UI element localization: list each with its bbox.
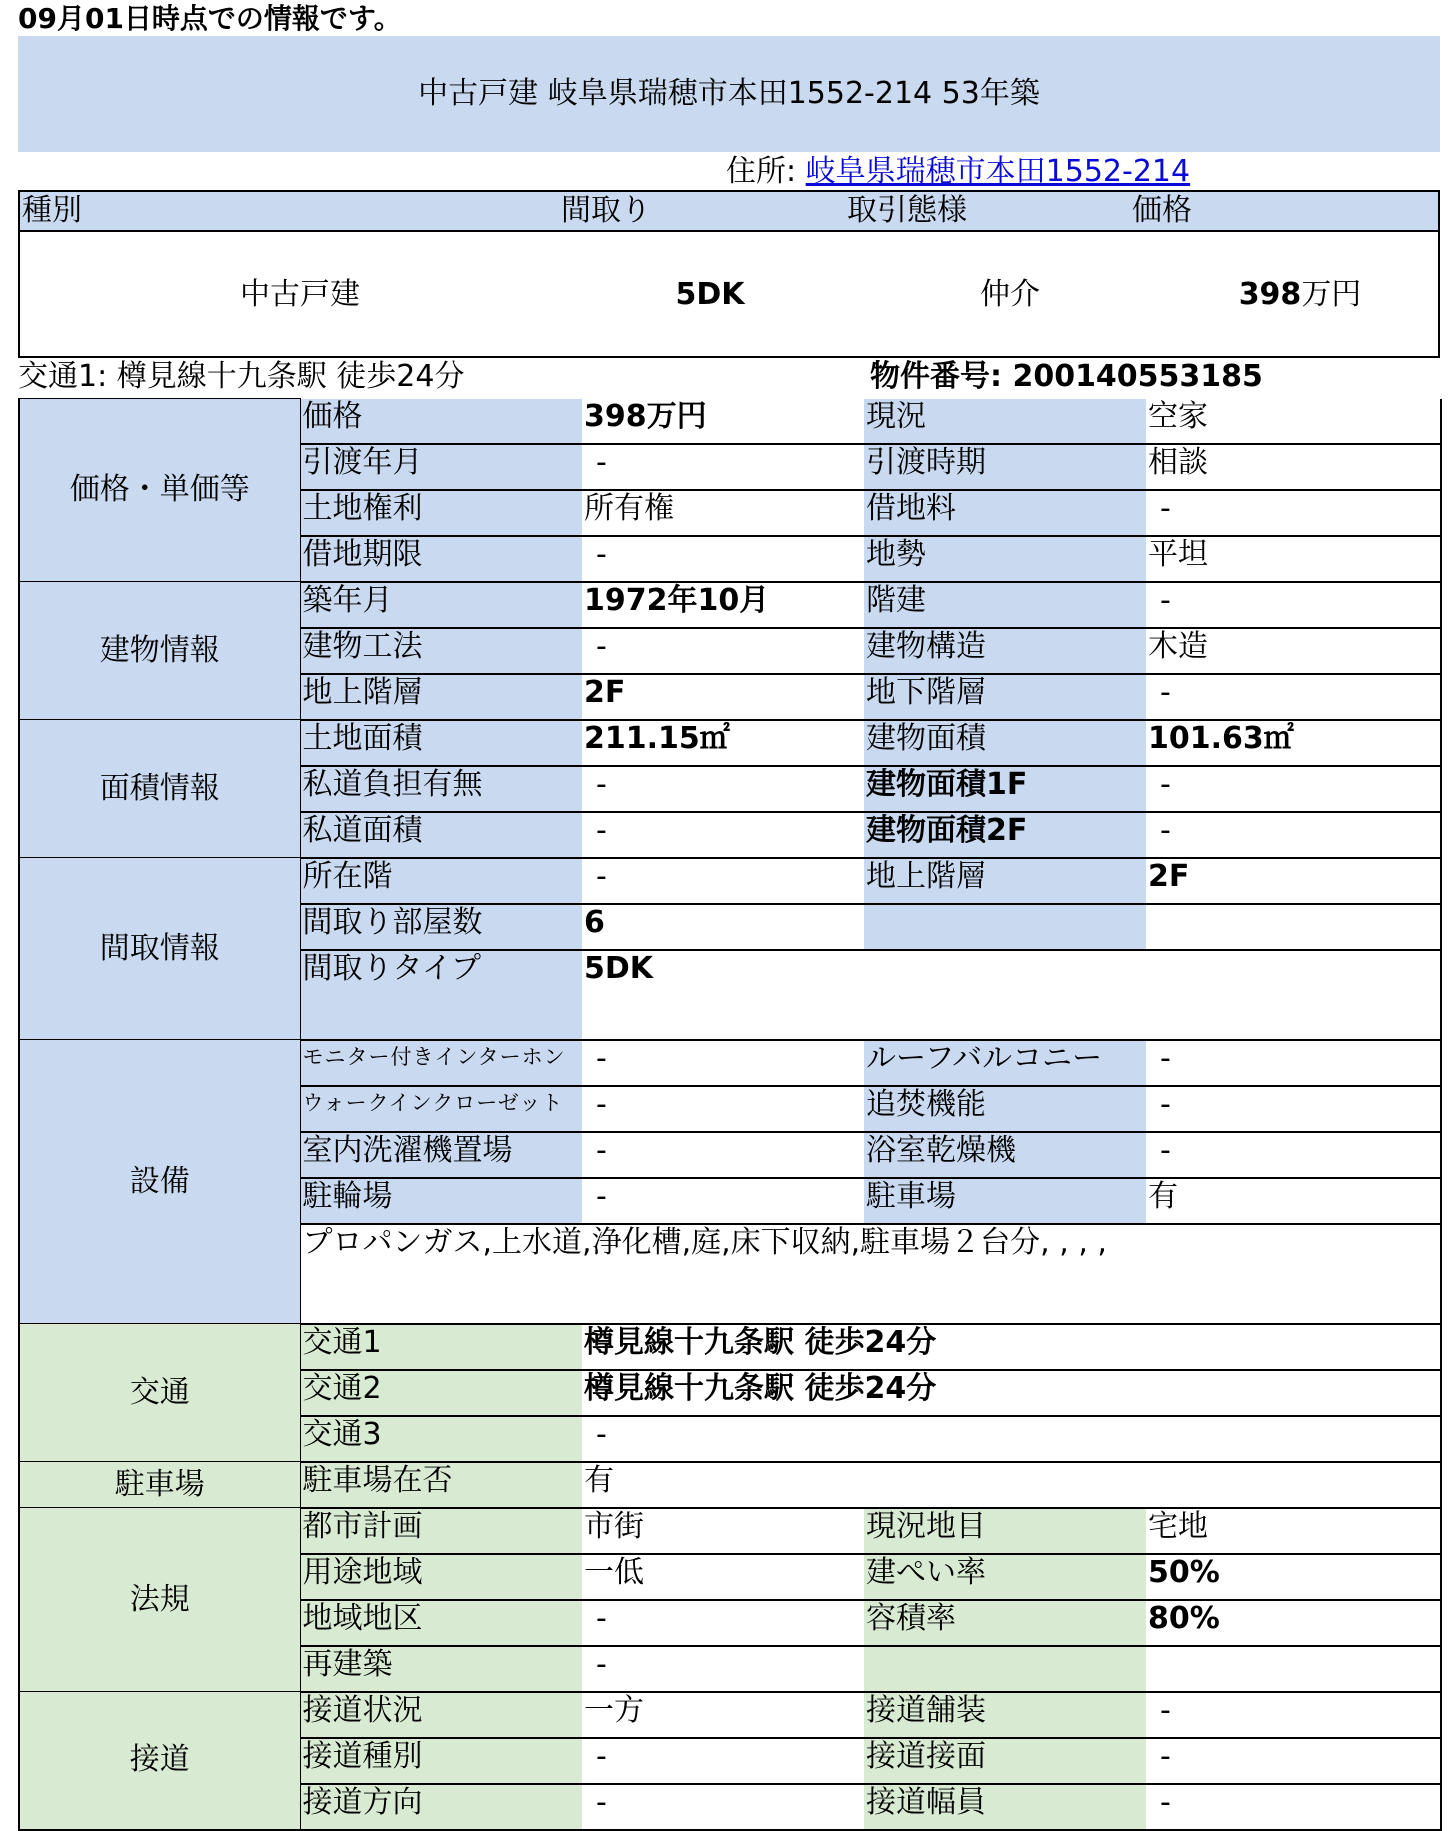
summary-header-layout: 間取り [561, 193, 651, 228]
field-value: - [582, 1040, 864, 1086]
section-title-equipment: 設備 [19, 1040, 300, 1324]
field-value: - [582, 1600, 864, 1646]
table-row [19, 1508, 1441, 1554]
field-value: 木造 [1146, 628, 1441, 674]
summary-price-number: 398 [1238, 277, 1302, 312]
field-label: 駐輪場 [300, 1178, 582, 1224]
field-label: 容積率 [864, 1600, 1146, 1646]
field-label: 地下階層 [864, 674, 1146, 720]
field-label [864, 904, 1146, 950]
field-label: 土地権利 [300, 490, 582, 536]
table-row [19, 1324, 1441, 1370]
field-value: 1972年10月 [582, 582, 864, 628]
summary-header-price: 価格 [1132, 193, 1192, 228]
field-label: 建物面積1F [864, 766, 1146, 812]
field-value: 有 [582, 1462, 1441, 1508]
field-value: - [582, 1178, 864, 1224]
field-label: 現況地目 [864, 1508, 1146, 1554]
field-value: 所有権 [582, 490, 864, 536]
field-label: 私道面積 [300, 812, 582, 858]
field-label: 浴室乾燥機 [864, 1132, 1146, 1178]
field-value: 樽見線十九条駅 徒歩24分 [582, 1370, 1441, 1416]
summary-value-transaction: 仲介 [980, 277, 1040, 312]
field-value: 50% [1146, 1554, 1441, 1600]
field-value [1146, 1646, 1441, 1692]
field-value: - [582, 1646, 864, 1692]
field-label: 地上階層 [864, 858, 1146, 904]
field-value: 2F [1146, 858, 1441, 904]
equipment-note: プロパンガス,上水道,浄化槽,庭,床下収納,駐車場２台分, , , , [300, 1224, 1441, 1324]
field-label: 用途地域 [300, 1554, 582, 1600]
field-value: - [1146, 766, 1441, 812]
field-value: - [1146, 1784, 1441, 1830]
section-title-layout: 間取情報 [19, 858, 300, 1040]
field-label: 接道状況 [300, 1692, 582, 1738]
field-label: 交通3 [300, 1416, 582, 1462]
field-value: 宅地 [1146, 1508, 1441, 1554]
section-title-law: 法規 [19, 1508, 300, 1692]
field-label: 建ぺい率 [864, 1554, 1146, 1600]
detail-body [19, 399, 1441, 1830]
field-label: 交通1 [300, 1324, 582, 1370]
summary-header-row [18, 190, 1440, 231]
field-value: - [1146, 812, 1441, 858]
table-row [19, 720, 1441, 766]
field-value: - [1146, 490, 1441, 536]
field-label: 築年月 [300, 582, 582, 628]
field-label: 建物構造 [864, 628, 1146, 674]
field-value: - [582, 1416, 1441, 1462]
address-link[interactable]: 岐阜県瑞穂市本田1552-214 [805, 154, 1191, 189]
field-value: 平坦 [1146, 536, 1441, 582]
property-number: 物件番号: 200140553185 [870, 359, 1263, 394]
field-value: 398万円 [582, 399, 864, 444]
address-label: 住所: [726, 154, 797, 189]
field-label: 接道舗装 [864, 1692, 1146, 1738]
table-row [19, 1040, 1441, 1086]
field-value: - [582, 1086, 864, 1132]
page-title: 中古戸建 岐阜県瑞穂市本田1552-214 53年築 [418, 76, 1040, 111]
address-row [726, 152, 1190, 192]
field-value: - [1146, 674, 1441, 720]
detail-table [18, 398, 1442, 1831]
section-title-transport: 交通 [19, 1324, 300, 1462]
summary-table [18, 190, 1440, 358]
field-value: 2F [582, 674, 864, 720]
field-label: 接道種別 [300, 1738, 582, 1784]
field-label: ルーフバルコニー [864, 1040, 1146, 1086]
field-value: 市街 [582, 1508, 864, 1554]
field-label: 地勢 [864, 536, 1146, 582]
section-title-price: 価格・単価等 [19, 399, 300, 582]
field-value: - [582, 766, 864, 812]
field-label: 再建築 [300, 1646, 582, 1692]
summary-value-type: 中古戸建 [240, 277, 360, 312]
field-value: - [1146, 1692, 1441, 1738]
summary-header-type: 種別 [22, 193, 82, 228]
section-title-area: 面積情報 [19, 720, 300, 858]
field-value [1146, 904, 1441, 950]
field-value: - [1146, 1086, 1441, 1132]
field-value: 一方 [582, 1692, 864, 1738]
field-label: 所在階 [300, 858, 582, 904]
field-value: 80% [1146, 1600, 1441, 1646]
field-value: - [582, 1738, 864, 1784]
field-label: 室内洗濯機置場 [300, 1132, 582, 1178]
summary-value-row [18, 230, 1440, 358]
table-row [19, 399, 1441, 444]
field-value: - [1146, 582, 1441, 628]
field-label: 間取りタイプ [300, 950, 582, 1040]
field-value: - [1146, 1738, 1441, 1784]
table-row [19, 1462, 1441, 1508]
field-value: - [582, 1784, 864, 1830]
field-value: - [582, 1132, 864, 1178]
field-label: 間取り部屋数 [300, 904, 582, 950]
section-title-road: 接道 [19, 1692, 300, 1830]
field-label: ウォークインクローゼット [300, 1086, 582, 1132]
field-label: 交通2 [300, 1370, 582, 1416]
table-row [19, 582, 1441, 628]
field-value: - [582, 536, 864, 582]
field-label: 都市計画 [300, 1508, 582, 1554]
field-value: 空家 [1146, 399, 1441, 444]
field-label: 地上階層 [300, 674, 582, 720]
field-value: - [1146, 1132, 1441, 1178]
section-title-building: 建物情報 [19, 582, 300, 720]
field-label: 駐車場 [864, 1178, 1146, 1224]
field-label: 引渡年月 [300, 444, 582, 490]
field-label: 建物面積 [864, 720, 1146, 766]
field-value: - [582, 628, 864, 674]
field-label: モニター付きインターホン [300, 1040, 582, 1086]
field-label: 引渡時期 [864, 444, 1146, 490]
field-label: 現況 [864, 399, 1146, 444]
field-label: 借地期限 [300, 536, 582, 582]
table-row [19, 1692, 1441, 1738]
sub-info-row [18, 358, 1440, 396]
field-label: 私道負担有無 [300, 766, 582, 812]
field-value: - [582, 858, 864, 904]
field-value: - [582, 444, 864, 490]
summary-value-price: 398万円 [1238, 277, 1362, 312]
field-value: 6 [582, 904, 864, 950]
field-label: 地域地区 [300, 1600, 582, 1646]
table-row [19, 858, 1441, 904]
field-value: - [1146, 1040, 1441, 1086]
field-value: 一低 [582, 1554, 864, 1600]
summary-value-layout: 5DK [675, 277, 745, 312]
field-label: 価格 [300, 399, 582, 444]
as-of-note: 09月01日時点での情報です。 [18, 2, 402, 35]
field-label: 階建 [864, 582, 1146, 628]
field-label: 接道接面 [864, 1738, 1146, 1784]
field-value: 相談 [1146, 444, 1441, 490]
field-value: - [582, 812, 864, 858]
field-value: 樽見線十九条駅 徒歩24分 [582, 1324, 1441, 1370]
field-label: 土地面積 [300, 720, 582, 766]
title-banner [18, 36, 1440, 152]
field-label: 建物工法 [300, 628, 582, 674]
field-label: 借地料 [864, 490, 1146, 536]
field-value: 5DK [582, 950, 1441, 1040]
field-value: 有 [1146, 1178, 1441, 1224]
field-value: 211.15㎡ [582, 720, 864, 766]
field-label: 追焚機能 [864, 1086, 1146, 1132]
field-label: 接道方向 [300, 1784, 582, 1830]
access-summary: 交通1: 樽見線十九条駅 徒歩24分 [18, 359, 465, 394]
field-label [864, 1646, 1146, 1692]
field-label: 駐車場在否 [300, 1462, 582, 1508]
section-title-parking: 駐車場 [19, 1462, 300, 1508]
field-label: 接道幅員 [864, 1784, 1146, 1830]
field-label: 建物面積2F [864, 812, 1146, 858]
field-value: 101.63㎡ [1146, 720, 1441, 766]
summary-header-transaction: 取引態様 [847, 193, 967, 228]
